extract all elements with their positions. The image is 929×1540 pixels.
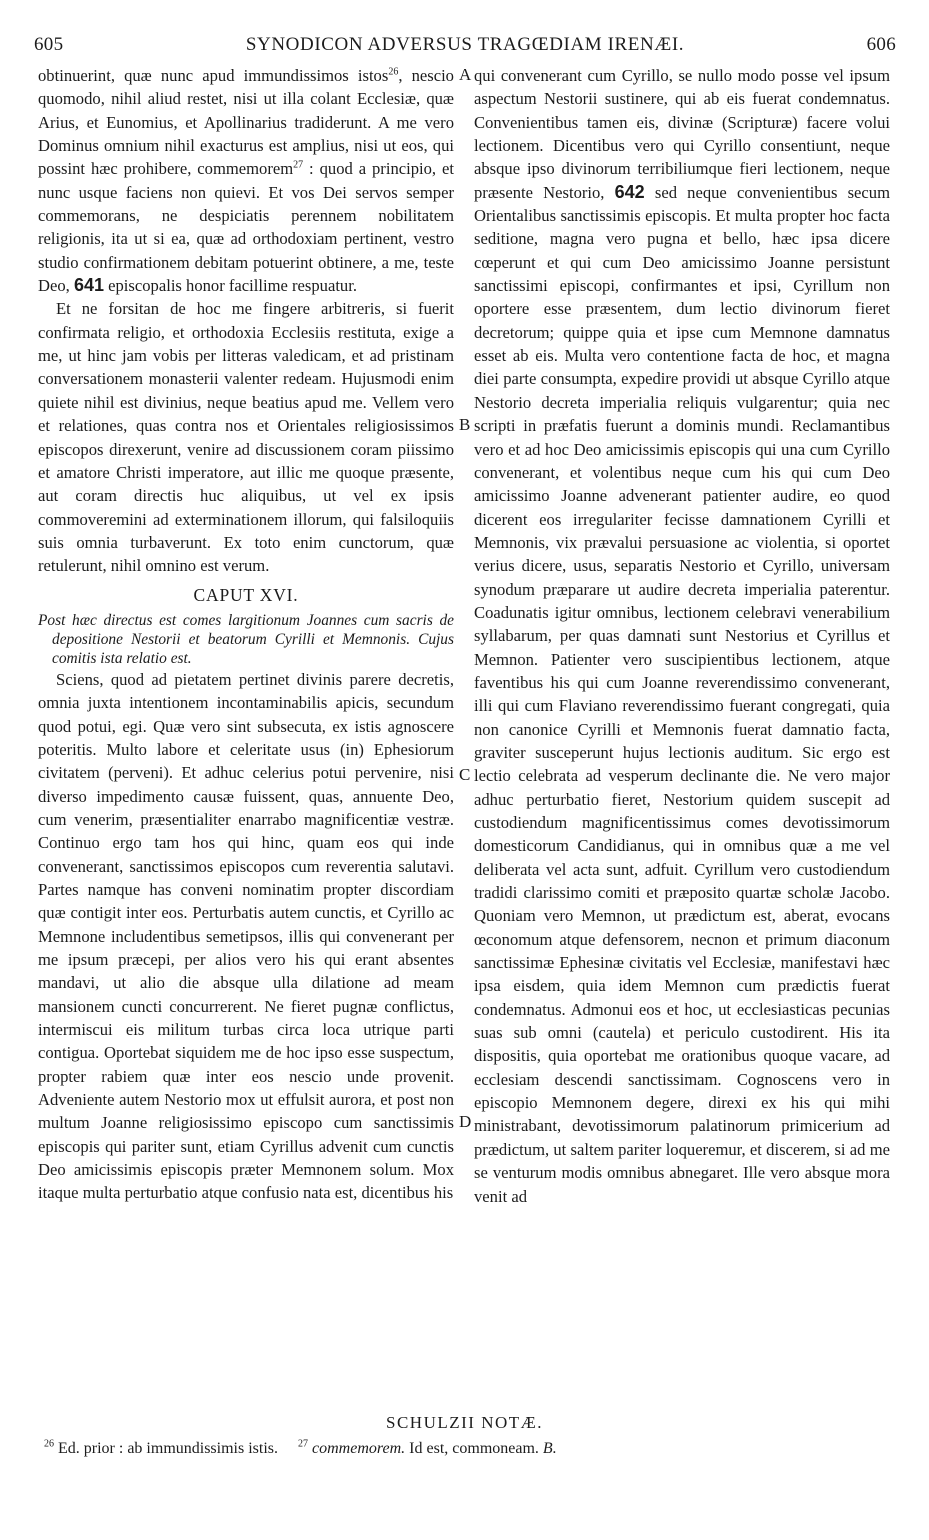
running-title: SYNODICON ADVERSUS TRAGŒDIAM IRENÆI. bbox=[245, 34, 685, 55]
footnote-number-27: 27 bbox=[298, 1438, 309, 1450]
margin-letter-d: D bbox=[459, 1112, 472, 1131]
margin-letter-a: A bbox=[459, 65, 472, 84]
chapter-summary: Post hæc directus est comes largitionum Joannes cum sacris de depositione Nestorii et beatorum Cyrilli et Memnonis. Cujus comitis ista relatio est. bbox=[38, 611, 454, 667]
column-marker-642: 642 bbox=[614, 181, 645, 202]
footnote-ref-26: 26 bbox=[388, 66, 399, 78]
footnotes bbox=[44, 1440, 904, 1458]
left-paragraph-3: Sciens, quod ad pietatem pertinet divinis parere decretis, omnia juxta intentionem incontaminabilis apicis, secundum quod potui, egi. Quæ vero sint subsecuta, ex istis agnoscere poteritis. Multo labore et celeritate usus (in) Ephesiorum civitatem (perveni). Et adhuc celerius potui pervenire, nisi diverso impedimento causæ fuissent, quas, annuente Deo, cum venerim, præsentialiter enarrabo magnificentiæ vestræ. Continuo ergo tam hos qui hinc, quam eos qui inde convenerant, sanctissimos episcopos cum reverentia salutavi. Partes namque has conveni nominatim propter discordiam quæ contigit inter eos. Perturbatis autem cunctis, et Cyrillo ac Memnone includentibus semetipsos, illis qui convenerant per me ipsum præcepi, per alios vero his qui erant absentes mandavi, ut alio die absque ulla dilatione ad meam mansionem cuncti concurrerent. Ne fieret pugnæ conflictus, intermiscui eis militum turbas circa loca utrique parti contigua. Oportebat siquidem me de hoc ipso esse suspectum, propter rabiem quæ inter eos nescio unde provenit. Adveniente autem Nestorio mox ut effulsit aurora, et post non multum Joanne religiosissimo episcopo cum sanctissimis episcopis qui pariter sunt, etiam Cyrillus advenit cum cunctis Deo amicissimis episcopis præter Memnonem solum. Mox itaque multa perturbatio atque confusio nata est, dicentibus his bbox=[38, 669, 454, 1203]
right-paragraph-1: qui convenerant cum Cyrillo, se nullo modo posse vel ipsum aspectum Nestorii sustinere, qui ab eis fuerat condemnatus. Convenientibus tamen eis, divinæ (Scripturæ) facere volui lectionem. Dicentibus vero qui Cyrillo consentiunt, neque absque ipso divinorum terribiliumque fieri lectionem, neque præsente Nestorio, 642 sed neque convenientibus secum Orientalibus sanctissimis episcopis. Et multa propter hoc facta seditione, magna vero pugna et bello, hæc ipsa dicere cœperunt et qui cum Deo amicissimo Joanne persistunt sanctissimi episcopi, confirmantes et ipsi, Cyrillum non oportere esse præsentem, dum lectio divinorum fieret decretorum; quippe quia et ipse cum Memnone damnatus esset ab eis. Multa vero contentione facta de hoc, et magna diei parte consumpta, expedire providi ut absque Cyrillo atque Nestorio decreta imperialia reliquis vulgarentur; quia nec scripti in præfatis fuerunt a dominis mundi. Reclamantibus vero et ad hoc Deo amicissimis episcopis qui una cum Cyrillo convenerant, et volentibus neque cum his qui cum Deo amicissimo Joanne advenerant patienter audire, eo quod dicerent eos irregulariter fecisse damnationem Cyrilli et Memnonis, vix prævalui persuasione ac violentia, si oportet verius dicere, usus, separatis Nestorio et Cyrillo, universam synodum præparare ut audire decreta imperialia paterentur. Coadunatis igitur omnibus, lectionem celebravi venerabilium syllabarum, per quas damnati sunt Nestorius et Cyrillus et Memnon. Patienter vero suscipientibus lectionem, atque faventibus his qui cum Joanne reverendissimo convenerant, illi qui cum Flaviano reverendissimo fuerant congregati, quia non canonice Cyrilli et Memnonis fuerat damnatio facta, graviter susceperunt hujus lectionis auditum. Sic ergo est lectio celebrata ad vesperum declinante die. Ne vero major adhuc perturbatio fieret, Nestorium quidem suscepit ad custodiendum magnificentissimus comes devotissimorum domesticorum Candidianus, qui in omnibus quæ a me vel deliberata vel acta sunt, adfuit. Cyrillum vero custodiendum tradidi clarissimo comiti et præposito quartæ scholæ Jacobo. Quoniam vero Memnon, ut prædictum est, aberat, evocans œconomum atque defensorem, necnon et primum diaconum sanctissimæ Ephesinæ civitatis vel Ecclesiæ, manifestavi hæc ipsa eisdem, quia idem Memnon cum prædictis fuerat condemnatus. Admonui eos et hoc, ut ecclesiasticas pecunias suas sub omni (cautela) et periculo custodirent. His ita dispositis, quia oportebat me orationibus quoque vacare, ad ecclesiam descendi sanctissimam. Cognoscens vero in episcopio Memnonem degere, direxi ex his qui mihi ministrabant, devotissimorum palatinorum primicerium ad prædictum, ut saltem pariter loqueremur, et discerem, si ad me se venturum modis omnibus abnegaret. Ille vero absque mora venit ad bbox=[474, 66, 890, 1206]
margin-letter-b: B bbox=[459, 415, 471, 434]
footnote-27-lemma: commemorem. bbox=[312, 1440, 406, 1457]
footnote-27-siglum: B. bbox=[542, 1440, 557, 1457]
margin-letter-c: C bbox=[459, 765, 471, 784]
left-paragraph-1: obtinuerint, quæ nunc apud immundissimos istos$^{26}$, nescio quomodo, nihil aliud restet, nisi ut illa colant Ecclesiæ, quæ Arius, et Eunomius, et Apollinarius tradiderunt. A me vero Dominus omnium nihil exacturus est amplius, nisi ut eos, qui possint hæc prohibere, commemorem$^{27}$ : quod a principio, et nunc usque faciens non quievi. Et vos Dei servos semper commemorans, ne despiciatis perennem nobilitatem religionis, ita ut si ea, quæ ad orthodoxiam pertinent, vestro studio confirmationem debitam potuerint obtinere, a me, teste Deo, 641 episcopalis honor facillime respuatur. bbox=[38, 66, 454, 296]
column-marker-641: 641 bbox=[73, 275, 104, 296]
chapter-heading: CAPUT XVI. bbox=[193, 584, 299, 605]
notes-heading: SCHULZII NOTÆ. bbox=[386, 1413, 543, 1432]
footnote-ref-27: 27 bbox=[293, 159, 304, 171]
footnote-27: Id est, commoneam. bbox=[405, 1440, 543, 1457]
page-header bbox=[34, 34, 896, 60]
footnote-26: Ed. prior : ab immundissimis istis. bbox=[58, 1440, 279, 1457]
left-column bbox=[38, 64, 454, 1205]
right-column bbox=[474, 64, 890, 1208]
page-number-left: 605 bbox=[34, 34, 64, 55]
footnote-number-26: 26 bbox=[44, 1438, 54, 1450]
left-paragraph-2: Et ne forsitan de hoc me fingere arbitreris, si fuerit confirmata religio, et orthodoxia Ecclesiis restituta, exige a me, ut hinc jam vobis per litteras valedicam, et ad pristinam conversationem monasterii valenter redeam. Hujusmodi enim quiete nihil est divinius, neque beatius apud me. Vellem vero et relationes, quas contra nos et Orientales religiosissimos episcopos direxerunt, venire ad discussionem coram piissimo et amatore Christi imperatore, aut illic me quoque præsente, aut coram directis huc aliquibus, ut vel ex ipsis commoveremini ad exterminationem illorum, qui falsiloquiis suis omnia turbaverunt. Ex toto enim cunctorum, quæ retulerunt, nihil omnino est verum. bbox=[38, 299, 454, 576]
page-number-right: 606 bbox=[866, 34, 896, 55]
